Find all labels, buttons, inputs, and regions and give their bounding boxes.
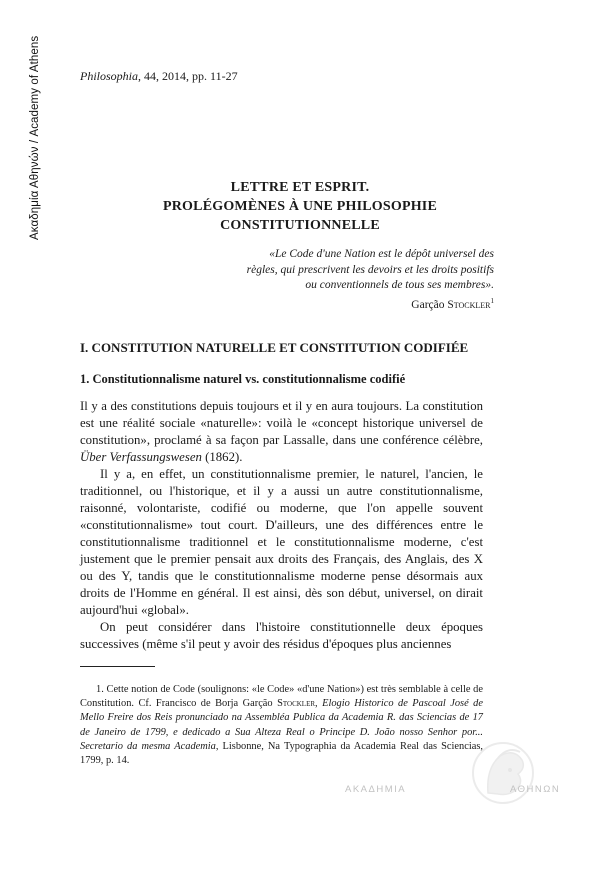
epigraph-author [194,294,494,313]
paragraph-1-text: Il y a des constitutions depuis toujours et il y en aura toujours. La constitution est une réalité sociale «naturelle»: voilà le «concept historique universel de constitution», proclamé à sa façon par Lassalle, dans une conférence célèbre, [80,399,483,447]
paragraph-1-end: (1862). [201,450,243,464]
watermark-text-left: ΑΚΑΔΗΜΙΑ [345,784,407,795]
footnote-author: Stockler [277,698,316,710]
section-heading: I. CONSTITUTION NATURELLE ET CONSTITUTION CODIFIÉE [80,340,469,355]
epigraph-line-3: ou conventionnels de tous ses membres». [305,279,494,291]
archive-side-label-text: Ακαδημία Αθηνών / Academy of Athens [29,35,41,240]
article-title [0,178,600,235]
footnote-text-c: , Lisbonne, Na Typographia da Academia Real das Sciencias, 1799, p. 14. [80,740,483,767]
subsection-heading: 1. Constitutionnalisme naturel vs. constitutionnalisme codifié [80,372,406,386]
epigraph-author-last: Stockler [447,298,491,311]
footnote-text-b: , [315,698,323,710]
journal-citation [80,69,238,84]
paragraph-1-italic-title: Über Verfassungswesen [80,450,202,464]
title-line-2: PROLÉGOMÈNES À UNE PHILOSOPHIE [163,199,437,214]
title-line-3: CONSTITUTIONNELLE [220,218,380,233]
footnote-1 [80,683,483,768]
paragraph-1 [80,398,483,466]
epigraph-line-1: «Le Code d'une Nation est le dépôt universel des [269,248,494,260]
footnote-text-a: 1. Cette notion de Code (soulignons: «le Code» «d'une Nation») est très semblable à celle de Constitution. Cf. Francisco de Borja Garção [80,684,483,710]
footnote-divider [80,666,155,667]
paragraph-3: On peut considérer dans l'histoire constitutionnelle deux époques successives (même s'il peut y avoir des résidus d'époques plus anciennes [80,620,483,651]
athena-seal-icon [448,738,561,808]
body-text [80,398,483,653]
footnote-italic-title: Elogio Historico de Pascoal José de Mello Freire dos Reis pronunciado na Assembléa Publica da Academia R. das Sciencias de 17 de Janeiro de 1799, e dedicado a Sua Alteza Real o Principe D. João nosso Senhor por... Secretario da mesma Academia [80,698,483,752]
title-line-1: LETTRE ET ESPRIT. [230,180,370,195]
footnote-ref-1[interactable]: 1 [490,296,494,305]
epigraph-line-2: règles, qui prescrivent les devoirs et les droits positifs [246,263,494,276]
epigraph-author-first: Garção [411,298,445,311]
epigraph [194,247,494,313]
watermark-text-right: ΑΘΗΝΩΝ [510,784,561,795]
journal-title: Philosophia [80,69,139,83]
paragraph-2: Il y a, en effet, un constitutionnalisme premier, le naturel, l'ancien, le traditionnel, ou l'historique, et il y a aussi un autre constitutionnalisme, raisonné, volontariste, codifié ou moderne, que l'on appelle souvent «constitutionnalisme» tout court. D'ailleurs, une des différences entre le constitutionnalisme traditionnel et le constitutionnalisme moderne, c'est justement que le premier pensait aux droits des Français, des Anglais, des X ou des Y, tandis que le constitutionnalisme moderne pense désormais aux droits de l'Homme en général. Il est ainsi, dès son début, universel, on dirait aujourd'hui «global». [80,467,483,617]
journal-volume-pages: , 44, 2014, pp. 11-27 [138,69,238,83]
